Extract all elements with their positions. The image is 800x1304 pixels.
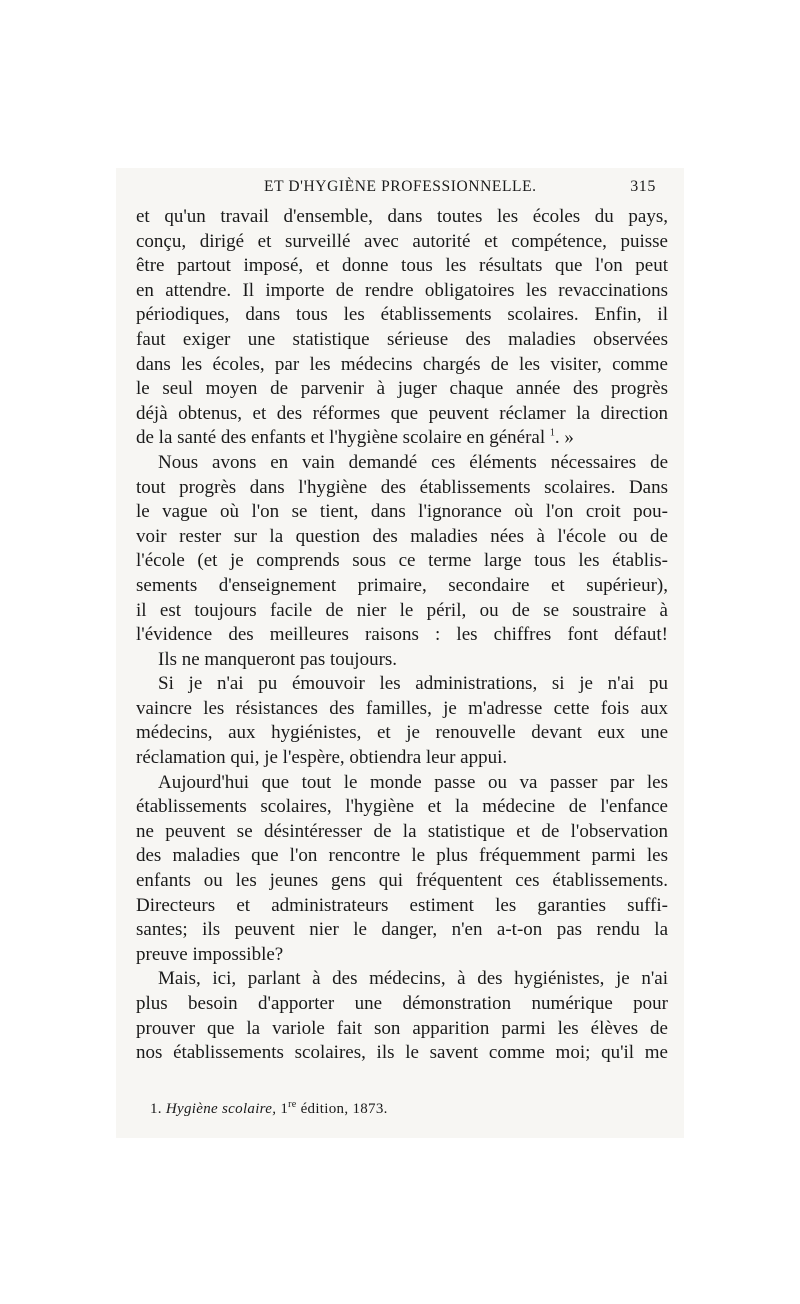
text-line: Aujourd'hui que tout le monde passe ou va passer par les <box>158 771 668 793</box>
text-line: enfants ou les jeunes gens qui fréquentent ces établissements. <box>136 870 668 892</box>
text-line: vaincre les résistances des familles, je m'adresse cette fois aux <box>136 697 668 719</box>
text-line: l'évidence des meilleures raisons : les chiffres font défaut! <box>136 624 668 646</box>
footnote-title: Hygiène scolaire, <box>165 1101 277 1117</box>
text-line: Directeurs et administrateurs estiment les garanties suffi- <box>136 894 668 916</box>
text-line: dans les écoles, par les médecins chargés de les visiter, comme <box>136 353 668 375</box>
text-line: déjà obtenus, et des réformes que peuvent réclamer la direction <box>136 402 668 424</box>
text-line: santes; ils peuvent nier le danger, n'en a-t-on pas rendu la <box>136 919 668 941</box>
body-text <box>136 205 668 1066</box>
text-line: Si je n'ai pu émouvoir les administrations, si je n'ai pu <box>158 673 668 695</box>
running-header <box>136 178 656 200</box>
text-line: ne peuvent se désintéresser de la statistique et de l'observation <box>136 820 668 842</box>
footnote-rest: édition, 1873. <box>300 1101 388 1117</box>
text-line-with-note <box>136 426 668 451</box>
text-line: être partout imposé, et donne tous les résultats que l'on peut <box>136 255 668 277</box>
quote-close: . » <box>554 427 574 449</box>
text-line: Nous avons en vain demandé ces éléments nécessaires de <box>158 451 668 473</box>
text-line: et qu'un travail d'ensemble, dans toutes les écoles du pays, <box>136 206 668 227</box>
page-number: 315 <box>630 178 656 195</box>
footnote-edition-ordinal: 1 <box>280 1101 289 1117</box>
text-line: nos établissements scolaires, ils le savent comme moi; qu'il me <box>136 1042 668 1064</box>
text-line: médecins, aux hygiénistes, et je renouvelle devant eux une <box>136 722 668 744</box>
text-line: voir rester sur la question des maladies nées à l'école ou de <box>136 525 668 547</box>
text-line: périodiques, dans tous les établissements scolaires. Enfin, il <box>136 304 668 326</box>
text-line: il est toujours facile de nier le péril, ou de se soustraire à <box>136 599 668 621</box>
text-line: plus besoin d'apporter une démonstration numérique pour <box>136 993 668 1014</box>
footnote-edition-superscript: re <box>288 1099 297 1110</box>
text-line: des maladies que l'on rencontre le plus fréquemment parmi les <box>136 845 668 867</box>
text-line: preuve impossible? <box>136 943 284 965</box>
text-line: le vague où l'on se tient, dans l'ignorance où l'on croit pou- <box>136 501 668 523</box>
running-title: ET D'HYGIÈNE PROFESSIONNELLE. <box>264 178 537 195</box>
text-line: réclamation qui, je l'espère, obtiendra leur appui. <box>136 747 508 769</box>
text-line: en attendre. Il importe de rendre obligatoires les revaccinations <box>136 279 668 301</box>
text-line: sements d'enseignement primaire, secondaire et supérieur), <box>136 574 668 596</box>
text-line: prouver que la variole fait son apparition parmi les élèves de <box>136 1017 668 1039</box>
footnote-number: 1. <box>150 1101 162 1117</box>
text-line: conçu, dirigé et surveillé avec autorité et compétence, puisse <box>136 230 668 252</box>
text-line: établissements scolaires, l'hygiène et la médecine de l'enfance <box>136 796 668 818</box>
text-line: Ils ne manqueront pas toujours. <box>158 648 398 670</box>
footnote-ref: 1 <box>549 428 555 440</box>
text-line: faut exiger une statistique sérieuse des maladies observées <box>136 328 668 350</box>
text-line: l'école (et je comprends sous ce terme large tous les établis- <box>136 550 668 572</box>
text-line: tout progrès dans l'hygiène des établissements scolaires. Dans <box>136 476 668 498</box>
text-line: Mais, ici, parlant à des médecins, à des hygiénistes, je n'ai <box>158 968 668 990</box>
footnote <box>150 1101 388 1118</box>
text-line: de la santé des enfants et l'hygiène scolaire en général <box>136 427 546 449</box>
text-line: le seul moyen de parvenir à juger chaque année des progrès <box>136 378 668 400</box>
